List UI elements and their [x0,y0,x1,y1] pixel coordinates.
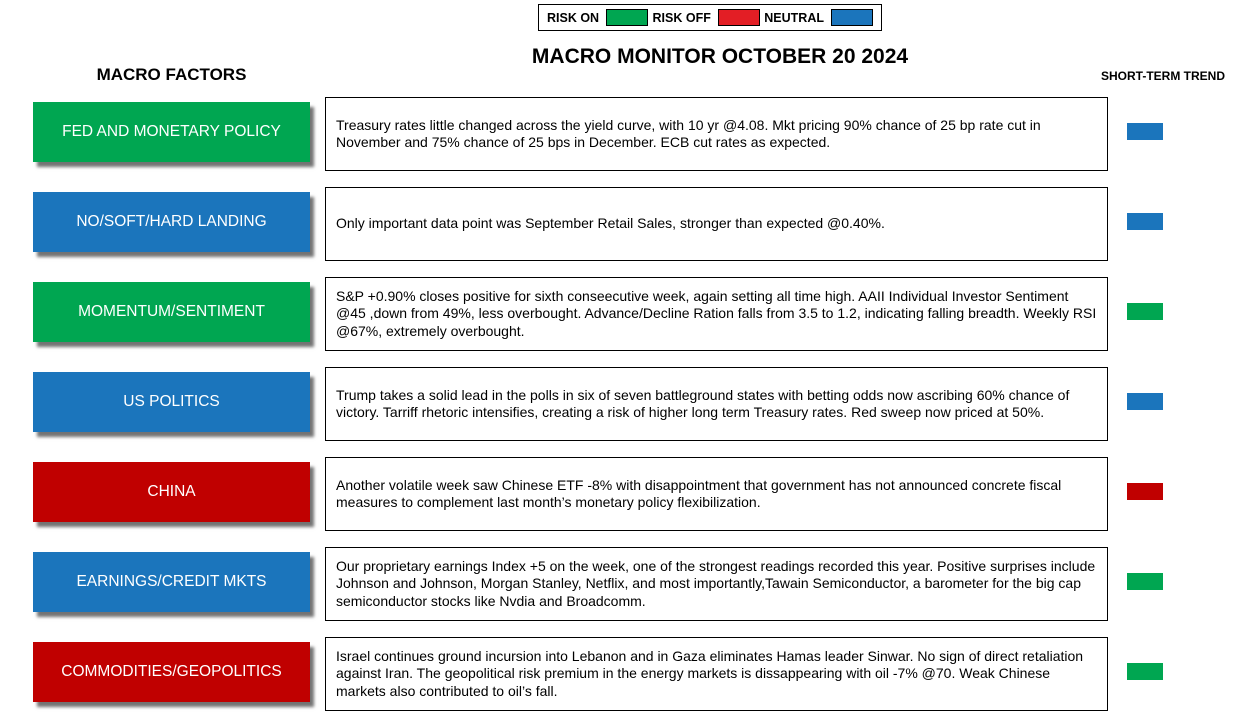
legend-item-risk-on [547,9,648,26]
factor-label: NO/SOFT/HARD LANDING [76,213,267,230]
factor-description-box [325,457,1108,531]
legend-label: RISK ON [547,10,600,25]
macro-row [0,97,1255,187]
column-header-short-term-trend: SHORT-TERM TREND [1101,69,1225,83]
macro-row [0,277,1255,367]
legend-swatch [831,9,873,26]
factor-label-box [33,642,310,702]
macro-row [0,367,1255,457]
factor-description: Trump takes a solid lead in the polls in six of seven battleground states with betting odds now ascribing 60% chance of victory. Tarriff rhetoric intensifies, creating a risk of higher long term Treasury rates. Red sweep now priced at 50%. [336,386,1070,420]
trend-indicator [1127,663,1163,680]
legend-item-risk-off [653,9,760,26]
macro-row [0,457,1255,547]
macro-row [0,187,1255,277]
risk-legend [538,4,882,31]
macro-rows [0,97,1255,727]
page-title: MACRO MONITOR OCTOBER 20 2024 [531,45,909,68]
factor-label: FED AND MONETARY POLICY [62,123,281,140]
factor-label-box [33,552,310,612]
factor-label: US POLITICS [123,393,220,410]
factor-description-box [325,637,1108,711]
trend-indicator [1127,213,1163,230]
legend-swatch [718,9,760,26]
trend-indicator [1127,393,1163,410]
trend-indicator [1127,303,1163,320]
trend-indicator [1127,573,1163,590]
factor-label: MOMENTUM/SENTIMENT [78,303,265,320]
factor-label-box [33,102,310,162]
factor-description-box [325,367,1108,441]
factor-label-box [33,372,310,432]
factor-description-box [325,97,1108,171]
factor-description-box [325,277,1108,351]
legend-swatch [606,9,648,26]
factor-label-box [33,462,310,522]
factor-description: Only important data point was September Retail Sales, stronger than expected @0.40%. [336,215,885,232]
macro-row [0,637,1255,727]
factor-description: Treasury rates little changed across the yield curve, with 10 yr @4.08. Mkt pricing 90% chance of 25 bp rate cut in November and 75% chance of 25 bps in December. ECB cut rates as expected. [336,116,1041,150]
factor-label: COMMODITIES/GEOPOLITICS [61,663,282,680]
legend-label: NEUTRAL [764,10,824,25]
factor-label-box [33,282,310,342]
column-header-macro-factors: MACRO FACTORS [96,65,247,84]
factor-label-box [33,192,310,252]
factor-description: Another volatile week saw Chinese ETF -8% with disappointment that government has not announced concrete fiscal measures to complement last month’s monetary policy flexibilization. [336,476,1062,510]
factor-description: Israel continues ground incursion into Lebanon and in Gaza eliminates Hamas leader Sinwar. No sign of direct retaliation against Iran. The geopolitical risk premium in the energy markets is dissappearing with oil -7% @70. Weak Chinese markets also contributed to oil’s fall. [336,648,1084,699]
factor-description-box [325,547,1108,621]
factor-label: EARNINGS/CREDIT MKTS [76,573,267,590]
legend-label: RISK OFF [652,10,711,25]
factor-description: Our proprietary earnings Index +5 on the week, one of the strongest readings recorded this year. Positive surprises include Johnson and Johnson, Morgan Stanley, Netflix, and most importantly,Tawain Semiconductor, a barometer for the big cap semiconductor stocks like Nvdia and Broadcomm. [336,558,1096,609]
factor-description: S&P +0.90% closes positive for sixth conseecutive week, again setting all time high. AAII Individual Investor Sentiment @45 ,down from 49%, less overbought. Advance/Decline Ration falls from 3.5 to 1.2, indicating falling breadth. Weekly RSI @67%, extremely overbought. [336,288,1097,339]
factor-description-box [325,187,1108,261]
legend-item-neutral [764,9,873,26]
trend-indicator [1127,483,1163,500]
trend-indicator [1127,123,1163,140]
factor-label: CHINA [147,483,196,500]
macro-row [0,547,1255,637]
